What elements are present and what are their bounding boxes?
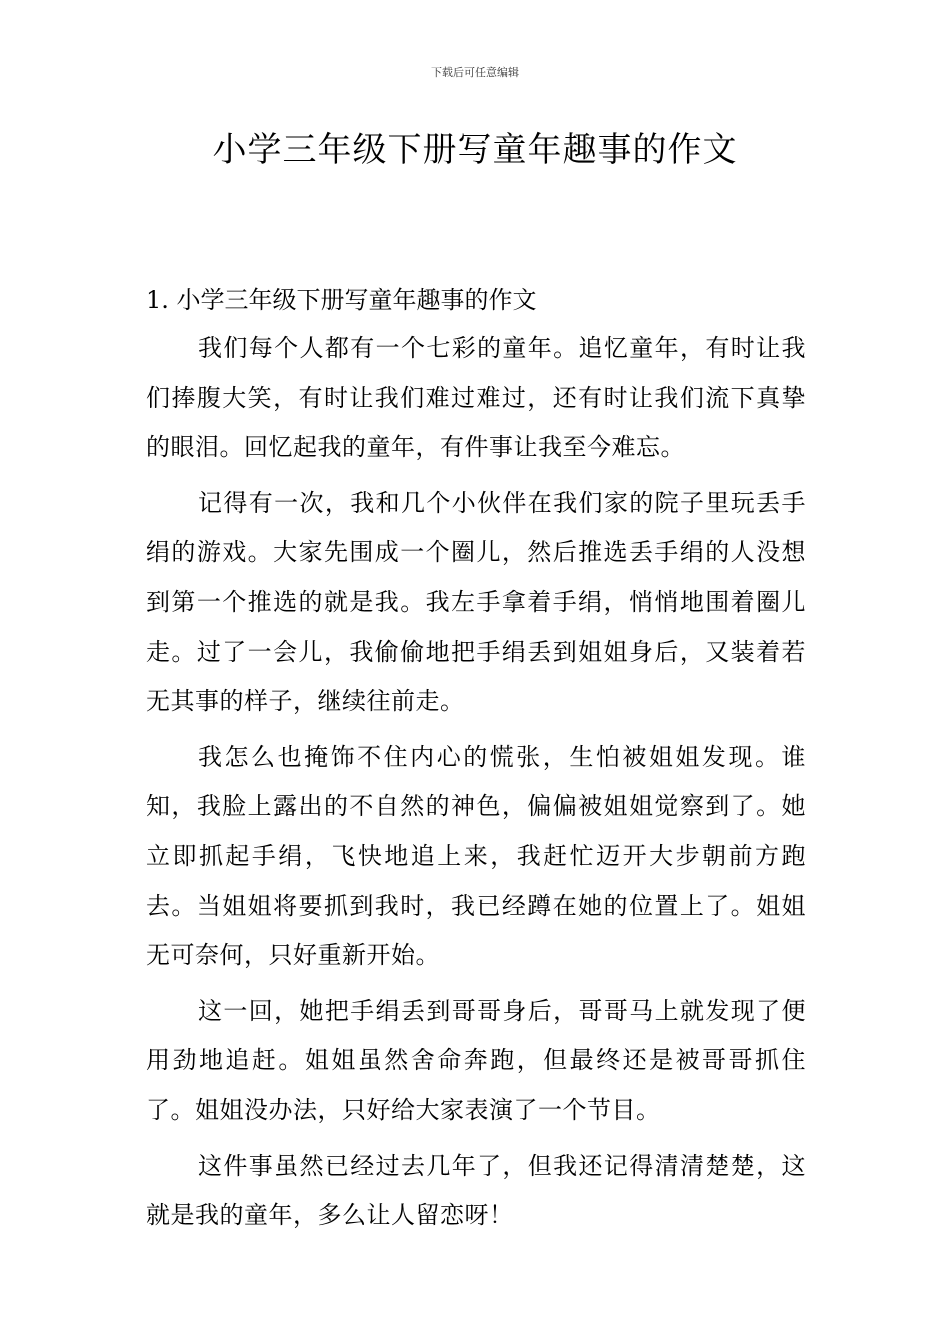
document-body: [146, 282, 806, 1241]
paragraph-1: 我们每个人都有一个七彩的童年。追忆童年，有时让我们捧腹大笑，有时让我们难过难过，还有时让我们流下真挚的眼泪。回忆起我的童年，有件事让我至今难忘。: [146, 334, 806, 462]
document-title: 小学三年级下册写童年趣事的作文: [212, 130, 738, 170]
paragraph-5: 这件事虽然已经过去几年了，但我还记得清清楚楚，这就是我的童年，多么让人留恋呀！: [146, 1151, 806, 1230]
paragraph-3: 我怎么也掩饰不住内心的慌张，生怕被姐姐发现。谁知，我脸上露出的不自然的神色，偏偏被姐姐觉察到了。她立即抓起手绢，飞快地追上来，我赶忙迈开大步朝前方跑去。当姐姐将要抓到我时，我已经蹲在她的位置上了。姐姐无可奈何，只好重新开始。: [146, 742, 806, 970]
paragraph-4: 这一回，她把手绢丢到哥哥身后，哥哥马上就发现了便用劲地追赶。姐姐虽然舍命奔跑，但最终还是被哥哥抓住了。姐姐没办法，只好给大家表演了一个节目。: [146, 996, 806, 1124]
paragraph-2: 记得有一次，我和几个小伙伴在我们家的院子里玩丢手绢的游戏。大家先围成一个圈儿，然后推选丢手绢的人没想到第一个推选的就是我。我左手拿着手绢，悄悄地围着圈儿走。过了一会儿，我偷偷地把手绢丢到姐姐身后，又装着若无其事的样子，继续往前走。: [146, 488, 806, 716]
section-heading: 1. 小学三年级下册写童年趣事的作文: [146, 286, 537, 314]
page-header-note: 下载后可任意编辑: [431, 66, 519, 79]
